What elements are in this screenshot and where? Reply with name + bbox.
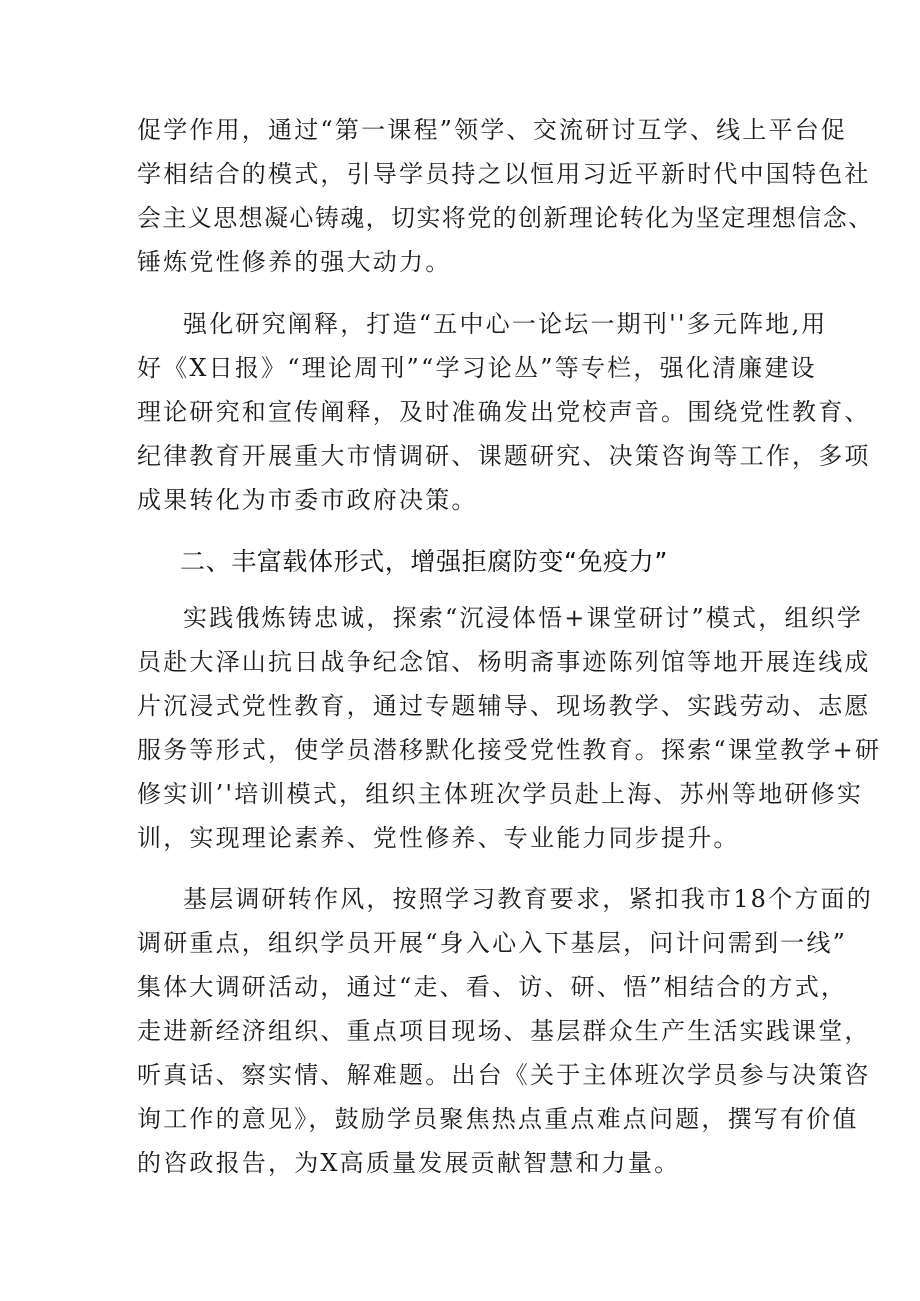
paragraph-3-line-4: 服务等形式，使学员潜移默化接受党性教育。探索“课堂教学+研 xyxy=(137,736,882,764)
paragraph-4-line-4: 走进新经济组织、重点项目现场、基层群众生产生活实践课堂， xyxy=(137,1017,871,1045)
paragraph-4-line-1: 基层调研转作风，按照学习教育要求，紧扣我市18个方面的 xyxy=(183,885,873,913)
paragraph-2-line-1: 强化研究阐释，打造“五中心一论坛一期刊''多元阵地,用 xyxy=(183,310,828,338)
section-heading: 二、丰富载体形式，增强拒腐防变“免疫力” xyxy=(180,547,668,576)
paragraph-4-line-2: 调研重点，组织学员开展“身入心入下基层，问计问需到一线” xyxy=(137,929,848,957)
paragraph-2-line-5: 成果转化为市委市政府决策。 xyxy=(137,486,478,514)
paragraph-1-line-3: 会主义思想凝心铸魂，切实将党的创新理论转化为坚定理想信念、 xyxy=(137,204,874,232)
paragraph-1-line-2: 学相结合的模式，引导学员持之以恒用习近平新时代中国特色社 xyxy=(137,160,871,188)
paragraph-1-line-4: 锤炼党性修养的强大动力。 xyxy=(137,248,452,276)
paragraph-1-line-1: 促学作用，通过“第一课程”领学、交流研讨互学、线上平台促 xyxy=(137,116,848,144)
paragraph-3-line-3: 片沉浸式党性教育，通过专题辅导、现场教学、实践劳动、志愿 xyxy=(137,692,871,720)
paragraph-3-line-1: 实践俄炼铸忠诚，探索“沉浸体悟+课堂研讨”模式，组织学 xyxy=(183,604,864,632)
paragraph-4-line-5: 听真话、察实情、解难题。出台《关于主体班次学员参与决策咨 xyxy=(137,1061,871,1089)
paragraph-2-line-2: 好《X日报》“理论周刊”“学习论丛”等专栏，强化清廉建设 xyxy=(137,354,817,382)
paragraph-4-line-6: 询工作的意见》，鼓励学员聚焦热点重点难点问题，撰写有价值 xyxy=(137,1105,859,1133)
paragraph-3-line-2: 员赴大泽山抗日战争纪念馆、杨明斋事迹陈列馆等地开展连线成 xyxy=(137,648,871,676)
paragraph-4-line-7: 的咨政报告，为X高质量发展贡献智慧和力量。 xyxy=(137,1149,681,1177)
paragraph-2-line-4: 纪律教育开展重大市情调研、课题研究、决策咨询等工作，多项 xyxy=(137,442,871,470)
paragraph-3-line-6: 训，实现理论素养、党性修养、专业能力同步提升。 xyxy=(137,824,740,852)
paragraph-4-line-3: 集体大调研活动，通过“走、看、访、研、悟”相结合的方式， xyxy=(137,973,848,1001)
paragraph-3-line-5: 修实训’'培训模式，组织主体班次学员赴上海、苏州等地研修实 xyxy=(137,780,864,808)
paragraph-2-line-3: 理论研究和宣传阐释，及时准确发出党校声音。围绕党性教育、 xyxy=(137,398,871,426)
